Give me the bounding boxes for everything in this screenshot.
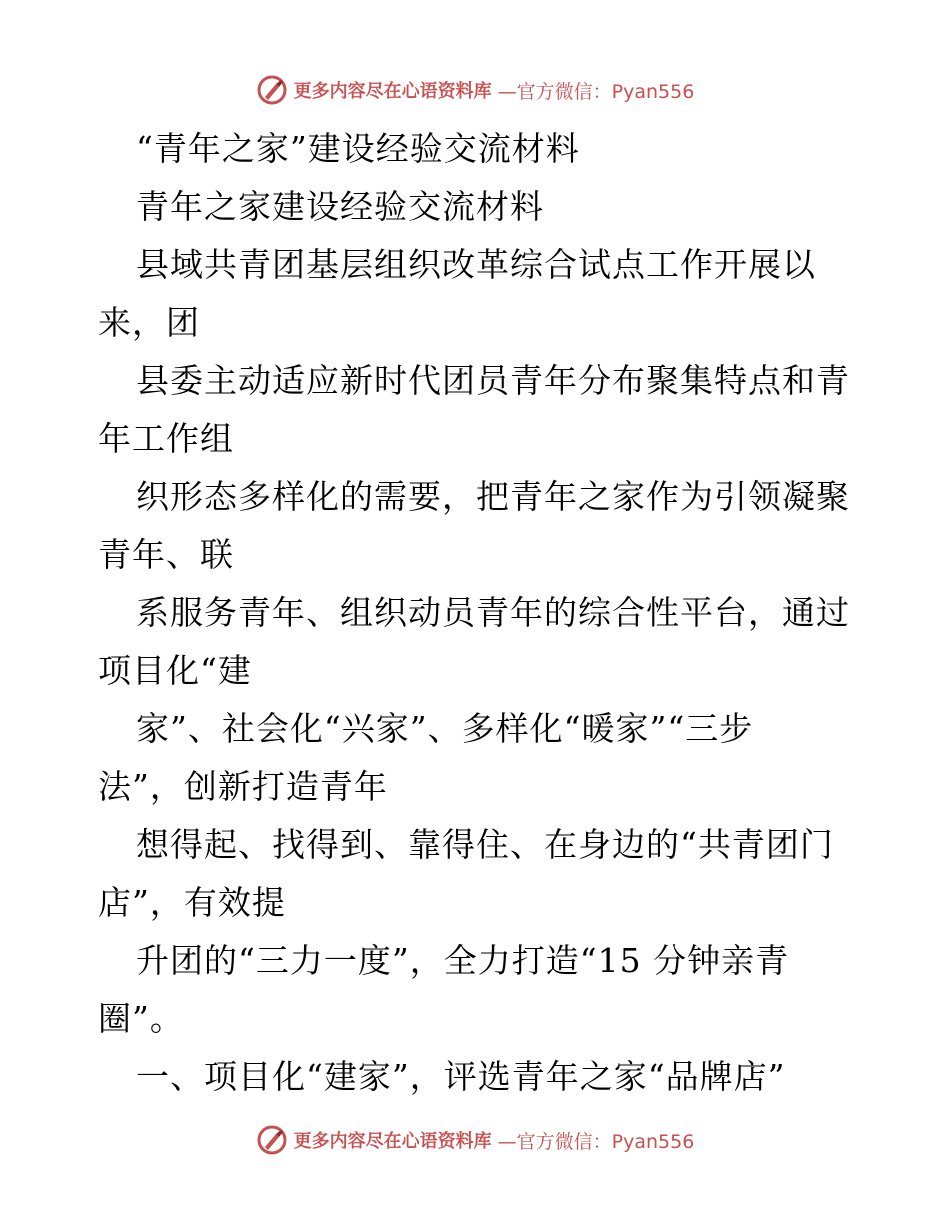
document-body [98,120,858,1106]
document-title: “青年之家”建设经验交流材料 [136,129,580,168]
text-line: 法”，创新打造青年 [98,767,388,806]
text-line: 县域共青团基层组织改革综合试点工作开展以 [136,245,816,284]
pen-logo-icon [256,1124,288,1156]
document-subtitle: 青年之家建设经验交流材料 [136,187,544,226]
text-line: 家”、社会化“兴家”、多样化“暖家”“三步 [136,709,754,748]
text-line: 想得起、找得到、靠得住、在身边的“共青团门 [136,825,834,864]
text-line: 店”，有效提 [98,883,286,922]
watermark-header [0,70,950,110]
text-line: 织形态多样化的需要，把青年之家作为引领凝聚 [136,477,850,516]
pen-logo-icon [256,74,288,106]
watermark-contact: —官方微信：Pyan556 [497,1130,695,1153]
watermark-text: 更多内容尽在心语资料库 [293,1131,492,1152]
text-line: 圈”。 [98,999,184,1038]
text-line: 升团的“三力一度”，全力打造“15 分钟亲青 [136,941,790,980]
watermark-footer [0,1120,950,1160]
watermark-text: 更多内容尽在心语资料库 [293,81,492,102]
text-line: 项目化“建 [98,651,252,690]
text-line: 系服务青年、组织动员青年的综合性平台，通过 [136,593,850,632]
section-heading: 一、项目化“建家”，评选青年之家“品牌店” [136,1057,786,1096]
text-line: 县委主动适应新时代团员青年分布聚集特点和青 [136,361,850,400]
text-line: 青年、联 [98,535,234,574]
watermark-contact: —官方微信：Pyan556 [497,80,695,103]
text-line: 来，团 [98,303,200,342]
text-line: 年工作组 [98,419,234,458]
